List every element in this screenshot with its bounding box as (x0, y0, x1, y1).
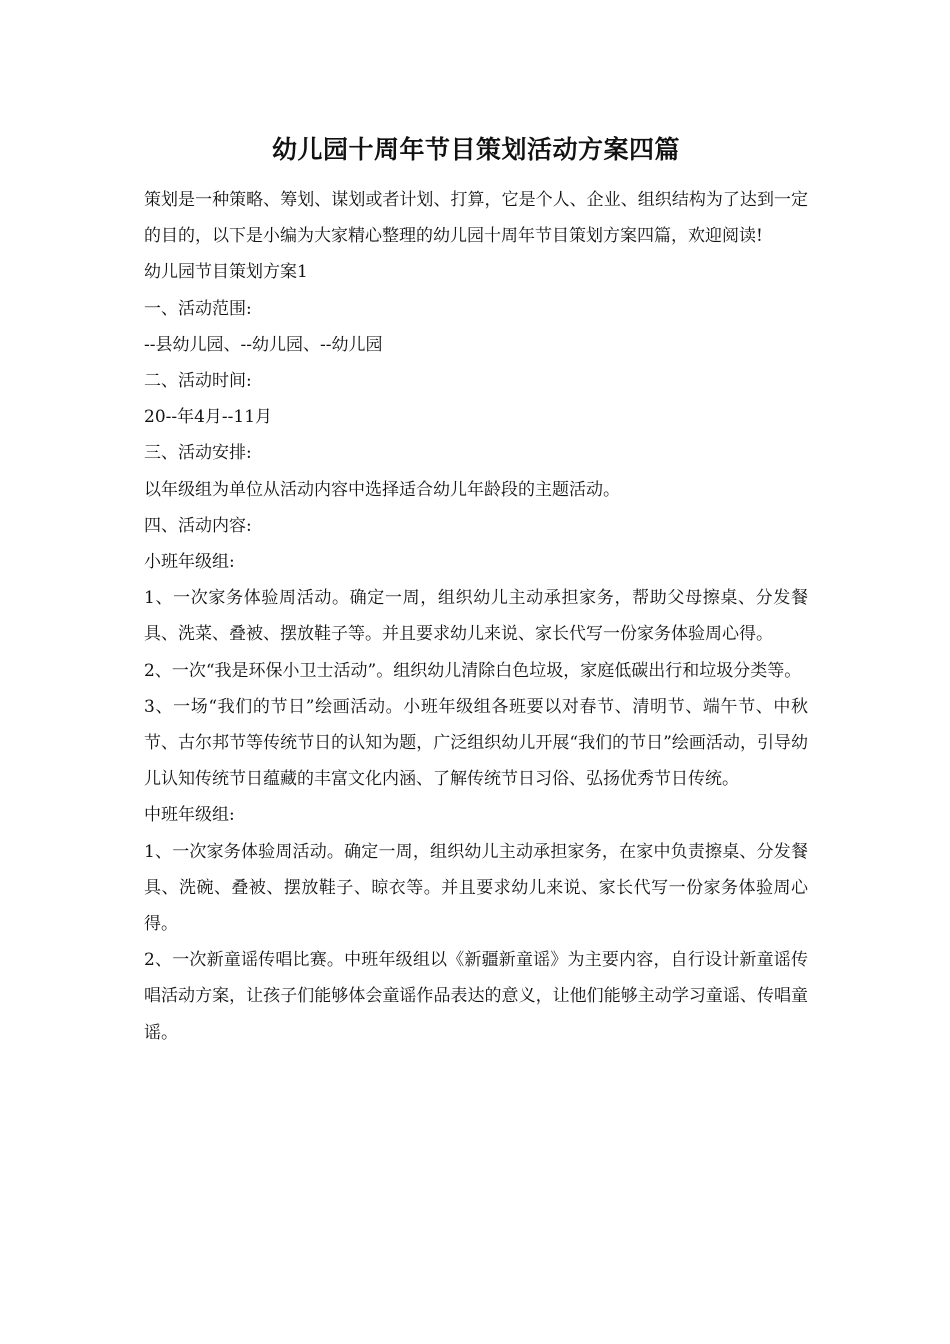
section-heading-plan-1: 幼儿园节目策划方案1 (144, 262, 308, 283)
heading-activity-time: 二、活动时间: (144, 371, 252, 392)
activity-scope-text: --县幼儿园、--幼儿园、--幼儿园 (144, 334, 383, 355)
small-class-item-3: 3、一场“我们的节日”绘画活动。小班年级组各班要以对春节、清明节、端午节、中秋节、古尔邦节等传统节日的认知为题，广泛组织幼儿开展“我们的节日”绘画活动，引导幼儿认知传统节日蕴藏的丰富文化内涵、了解传统节日习俗、弘扬优秀节日传统。 (144, 696, 808, 790)
document-body (144, 130, 808, 1051)
heading-activity-arrangement: 三、活动安排: (144, 443, 252, 464)
activity-arrangement-text: 以年级组为单位从活动内容中选择适合幼儿年龄段的主题活动。 (144, 479, 620, 500)
heading-activity-content: 四、活动内容: (144, 515, 252, 536)
small-class-item-1: 1、一次家务体验周活动。确定一周，组织幼儿主动承担家务，帮助父母擦桌、分发餐具、洗菜、叠被、摆放鞋子等。并且要求幼儿来说、家长代写一份家务体验周心得。 (144, 588, 808, 645)
activity-time-text: 20--年4月--11月 (144, 407, 273, 428)
document-title: 幼儿园十周年节目策划活动方案四篇 (271, 135, 680, 164)
heading-small-class: 小班年级组: (144, 552, 235, 573)
intro-paragraph: 策划是一种策略、筹划、谋划或者计划、打算，它是个人、企业、组织结构为了达到一定的目的，以下是小编为大家精心整理的幼儿园十周年节目策划方案四篇，欢迎阅读! (144, 190, 808, 247)
middle-class-item-2: 2、一次新童谣传唱比赛。中班年级组以《新疆新童谣》为主要内容，自行设计新童谣传唱活动方案，让孩子们能够体会童谣作品表达的意义，让他们能够主动学习童谣、传唱童谣。 (144, 950, 808, 1043)
small-class-item-2: 2、一次“我是环保小卫士活动”。组织幼儿清除白色垃圾，家庭低碳出行和垃圾分类等。 (144, 660, 802, 681)
middle-class-item-1: 1、一次家务体验周活动。确定一周，组织幼儿主动承担家务，在家中负责擦桌、分发餐具、洗碗、叠被、摆放鞋子、晾衣等。并且要求幼儿来说、家长代写一份家务体验周心得。 (144, 841, 808, 935)
heading-activity-scope: 一、活动范围: (144, 298, 252, 319)
heading-middle-class: 中班年级组: (144, 805, 235, 826)
